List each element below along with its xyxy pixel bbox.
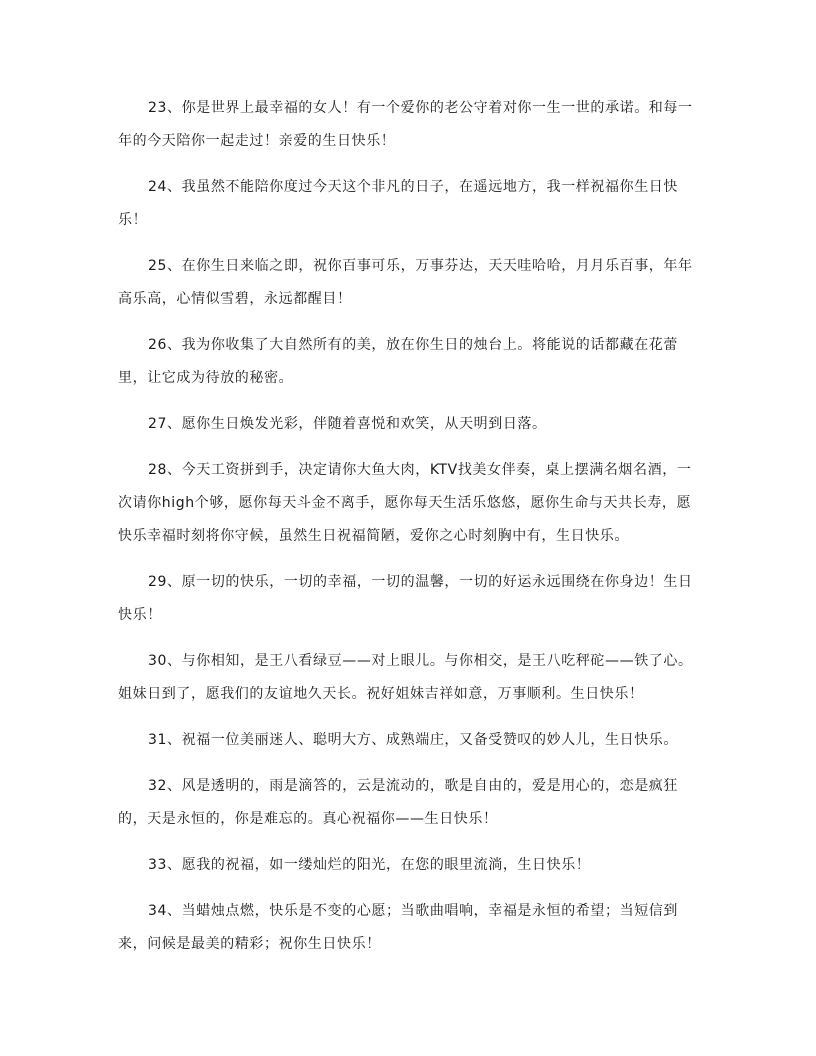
paragraph-27: 27、愿你生日焕发光彩，伴随着喜悦和欢笑，从天明到日落。 [148, 416, 547, 432]
paragraph-30: 30、与你相知，是王八看绿豆——对上眼儿。与你相交，是王八吃秤砣——铁了心。姐妹日到了，愿我们的友谊地久天长。祝好姐妹吉祥如意，万事顺利。生日快乐！ [118, 653, 693, 702]
paragraph-26: 26、我为你收集了大自然所有的美，放在你生日的烛台上。将能说的话都藏在花蕾里，让它成为待放的秘密。 [118, 337, 679, 386]
paragraph-32: 32、风是透明的，雨是滴答的，云是流动的，歌是自由的，爱是用心的，恋是疯狂的，天是永恒的，你是难忘的。真心祝福你——生日快乐！ [118, 778, 679, 827]
paragraph-29: 29、原一切的快乐，一切的幸福，一切的温馨，一切的好运永远围绕在你身边！生日快乐！ [118, 574, 693, 623]
paragraph-33: 33、愿我的祝福，如一缕灿烂的阳光，在您的眼里流淌，生日快乐！ [148, 857, 591, 873]
paragraph-25: 25、在你生日来临之即，祝你百事可乐，万事芬达，天天哇哈哈，月月乐百事，年年高乐高，心情似雪碧，永远都醒目！ [118, 258, 693, 307]
paragraph-28: 28、今天工资拼到手，决定请你大鱼大肉，KTV找美女伴奏，桌上摆满名烟名酒，一次请你high个够，愿你每天斗金不离手，愿你每天生活乐悠悠，愿你生命与天共长寿，愿快乐幸福时刻将你守候，虽然生日祝福简陋，爱你之心时刻胸中有，生日快乐。 [118, 462, 692, 544]
paragraph-23: 23、你是世界上最幸福的女人！有一个爱你的老公守着对你一生一世的承诺。和每一年的今天陪你一起走过！亲爱的生日快乐！ [118, 100, 693, 149]
paragraph-31: 31、祝福一位美丽迷人、聪明大方、成熟端庄，又备受赞叹的妙人儿，生日快乐。 [148, 732, 679, 748]
document-body [118, 92, 698, 974]
paragraph-34: 34、当蜡烛点燃，快乐是不变的心愿；当歌曲唱响，幸福是永恒的希望；当短信到来，问候是最美的精彩；祝你生日快乐！ [118, 903, 679, 952]
paragraph-24: 24、我虽然不能陪你度过今天这个非凡的日子，在遥远地方，我一样祝福你生日快乐！ [118, 179, 679, 228]
